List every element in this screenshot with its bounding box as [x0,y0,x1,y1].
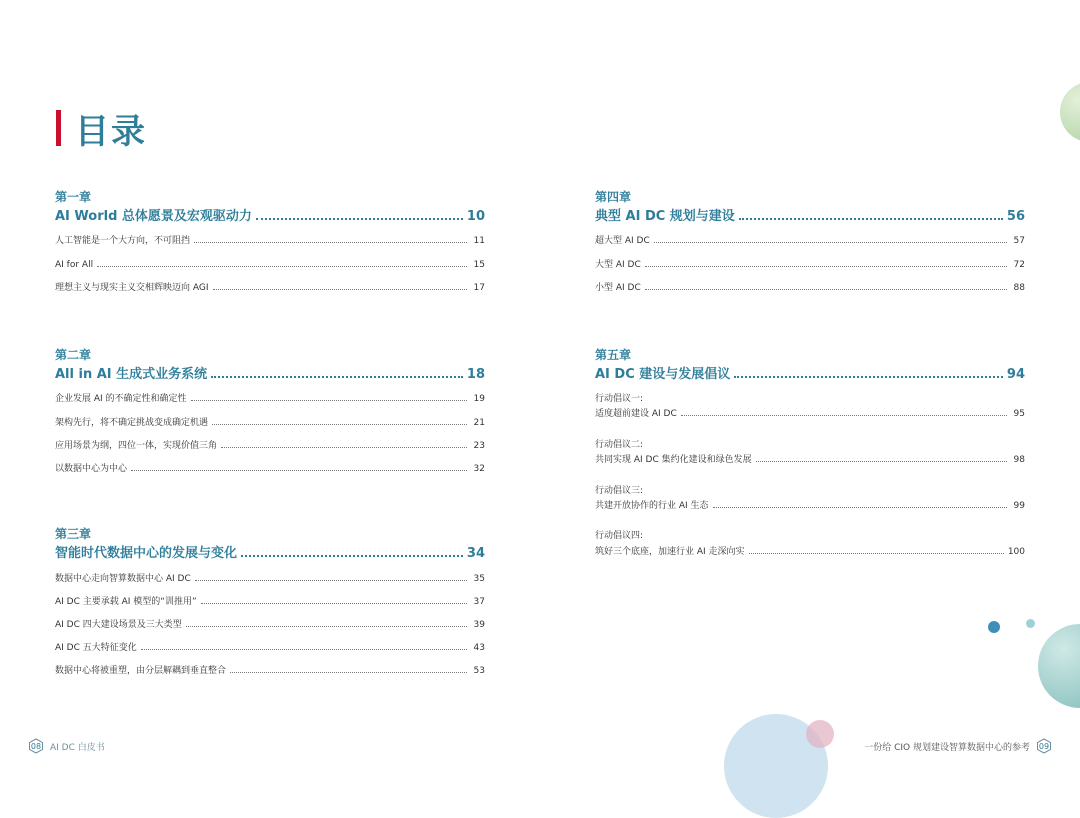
toc-entry[interactable] [55,258,485,272]
entry-page: 35 [473,574,485,584]
chapter-page: 56 [1006,209,1025,224]
leader-dots [681,415,1007,416]
leader-dots [256,218,463,220]
entry-page: 17 [473,283,485,293]
toc-entry[interactable] [55,281,485,295]
right-page-number: 09 [1038,741,1050,751]
entry-text: AI for All [55,260,94,270]
entry-page: 53 [473,666,485,676]
toc-entry[interactable] [55,416,485,430]
toc-entry[interactable] [55,392,485,406]
chapter-title-line[interactable] [55,365,485,385]
entry-text: 应用场景为纲，四位一体，实现价值三角 [55,441,218,451]
leader-dots [97,266,467,267]
toc-entry[interactable] [55,618,485,632]
leader-dots [186,626,467,627]
entry-text: 超大型 AI DC [595,236,650,246]
entry-text: AI DC 五大特征变化 [55,643,137,653]
leader-dots [756,461,1007,462]
chapter-title: AI DC 建设与发展倡议 [595,367,731,382]
entry-text: 适度超前建设 AI DC [595,409,677,419]
entry-page: 43 [473,643,485,653]
chapter-2[interactable] [55,347,485,385]
entry-page: 19 [473,394,485,404]
toc-entry[interactable] [55,234,485,248]
chapter-number: 第二章 [55,348,92,362]
leader-dots [195,580,467,581]
leader-dots [645,289,1007,290]
decor-circle-right-large [1038,624,1080,708]
toc-left-column [55,0,485,789]
entry-page: 98 [1013,455,1025,465]
entry-page: 32 [473,464,485,474]
toc-entry[interactable] [55,439,485,453]
chapter-number: 第四章 [595,190,632,204]
leader-dots [191,400,467,401]
entry-page: 23 [473,441,485,451]
toc-entry[interactable] [55,641,485,655]
chapter-number: 第一章 [55,190,92,204]
chapter-title-line[interactable] [595,207,1025,227]
entry-text: 数据中心走向智算数据中心 AI DC [55,574,191,584]
chapter-title: 智能时代数据中心的发展与变化 [55,546,238,561]
leader-dots [211,376,463,378]
entry-page: 21 [473,418,485,428]
entry-text: 理想主义与现实主义交相辉映迈向 AGI [55,283,209,293]
entry-page: 88 [1013,283,1025,293]
chapter-page: 34 [466,546,485,561]
entry-text: AI DC 主要承载 AI 模型的“训推用” [55,597,197,607]
toc-entry[interactable] [55,572,485,586]
left-page-number: 08 [30,741,42,751]
toc-entry[interactable] [55,595,485,609]
page-number-badge [28,738,44,754]
entry-text: 大型 AI DC [595,260,641,270]
toc-entry[interactable] [595,407,1025,421]
toc-entry[interactable] [595,545,1025,559]
chapter-page: 10 [466,209,485,224]
chapter-3[interactable] [55,526,485,564]
entry-text: 以数据中心为中心 [55,464,128,474]
chapter-page: 94 [1006,367,1025,382]
leader-dots [645,266,1007,267]
leader-dots [212,424,467,425]
toc-right-column [595,0,1025,789]
action-label: 行动倡议二: [595,440,644,450]
leader-dots [713,507,1007,508]
leader-dots [221,447,467,448]
chapter-title-line[interactable] [55,544,485,564]
page-number-badge [1036,738,1052,754]
leader-dots [230,672,467,673]
entry-text: 小型 AI DC [595,283,641,293]
leader-dots [654,242,1007,243]
chapter-number: 第三章 [55,527,92,541]
chapter-number: 第五章 [595,348,632,362]
entry-page: 72 [1013,260,1025,270]
toc-entry[interactable] [55,664,485,678]
action-label: 行动倡议四: [595,531,644,541]
leader-dots [141,649,467,650]
entry-text: 企业发展 AI 的不确定性和确定性 [55,394,187,404]
entry-text: 数据中心将被重塑，由分层解耦到垂直整合 [55,666,227,676]
entry-text: AI DC 四大建设场景及三大类型 [55,620,182,630]
footer-left-text: AI DC 白皮书 [50,742,105,753]
leader-dots [201,603,467,604]
chapter-5[interactable] [595,347,1025,385]
leader-dots [749,553,1004,554]
entry-page: 11 [473,236,485,246]
footer-right [864,738,1052,754]
chapter-4[interactable] [595,189,1025,227]
toc-entry[interactable] [595,281,1025,295]
toc-entry[interactable] [595,258,1025,272]
entry-page: 99 [1013,501,1025,511]
leader-dots [734,376,1003,378]
toc-entry[interactable] [55,462,485,476]
leader-dots [241,555,463,557]
entry-page: 95 [1013,409,1025,419]
chapter-1[interactable] [55,189,485,227]
footer-right-text: 一份给 CIO 规划建设智算数据中心的参考 [864,742,1030,753]
entry-page: 100 [1007,547,1025,557]
chapter-title-line[interactable] [595,365,1025,385]
footer-left [28,738,105,754]
page-title-text: 目录 [75,111,147,152]
entry-text: 筑好三个底座，加速行业 AI 走深向实 [595,547,745,557]
leader-dots [131,470,467,471]
chapter-title: All in AI 生成式业务系统 [55,367,208,382]
action-label: 行动倡议三: [595,486,644,496]
decor-dot-light [1026,619,1035,628]
leader-dots [194,242,467,243]
entry-text: 人工智能是一个大方向，不可阻挡 [55,236,191,246]
leader-dots [739,218,1003,220]
entry-text: 共建开放协作的行业 AI 生态 [595,501,709,511]
chapter-title: 典型 AI DC 规划与建设 [595,209,735,224]
entry-text: 架构先行，将不确定挑战变成确定机遇 [55,418,209,428]
chapter-title-line[interactable] [55,207,485,227]
chapter-title: AI World 总体愿景及宏观驱动力 [55,209,252,224]
toc-entry[interactable] [595,453,1025,467]
entry-text: 共同实现 AI DC 集约化建设和绿色发展 [595,455,752,465]
toc-entry[interactable] [595,234,1025,248]
entry-page: 15 [473,260,485,270]
entry-page: 57 [1013,236,1025,246]
chapter-page: 18 [466,367,485,382]
entry-page: 39 [473,620,485,630]
entry-page: 37 [473,597,485,607]
action-label: 行动倡议一: [595,394,644,404]
leader-dots [213,289,468,290]
decor-circle-top-right [1060,82,1080,142]
toc-entry[interactable] [595,499,1025,513]
